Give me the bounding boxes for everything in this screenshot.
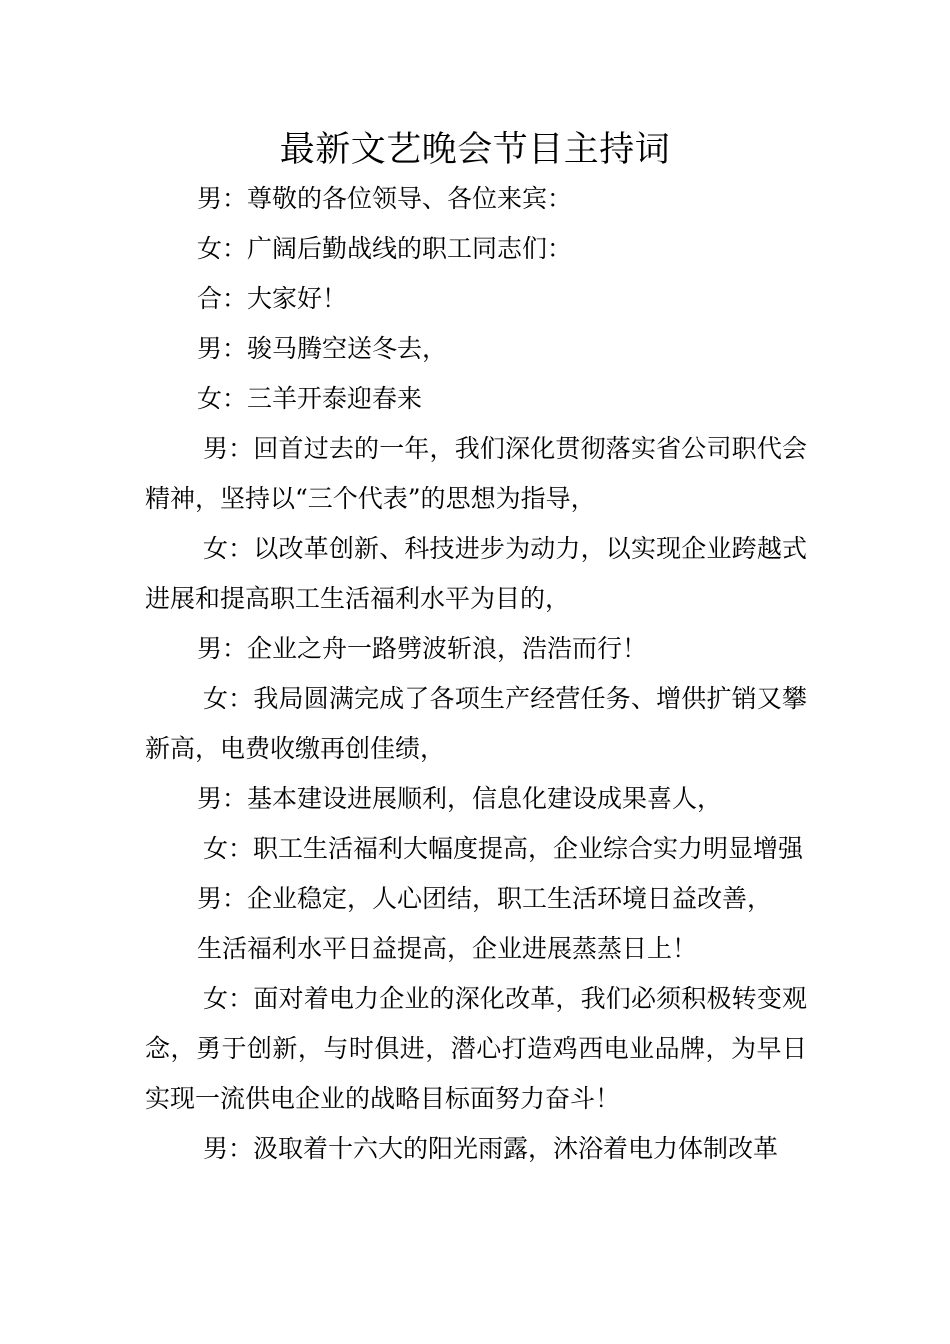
paragraph-8: 男：企业之舟一路劈波斩浪，浩浩而行！ (197, 634, 648, 663)
paragraph-12: 男：企业稳定，人心团结，职工生活环境日益改善， (197, 884, 773, 913)
paragraph-3: 合：大家好！ (197, 284, 348, 313)
paragraph-2: 女：广阔后勤战线的职工同志们： (197, 234, 573, 263)
paragraph-9: 女：我局圆满完成了各项生产经营任务、增供扩销又攀新高，电费收缴再创佳绩， (145, 684, 807, 763)
paragraph-13: 生活福利水平日益提高，企业进展蒸蒸日上！ (197, 934, 698, 963)
paragraph-15: 男：汲取着十六大的阳光雨露，沐浴着电力体制改革 (203, 1134, 779, 1163)
paragraph-1: 男：尊敬的各位领导、各位来宾： (197, 184, 573, 213)
paragraph-7: 女：以改革创新、科技进步为动力，以实现企业跨越式进展和提高职工生活福利水平为目的， (145, 534, 807, 613)
paragraph-5: 女：三羊开泰迎春来 (197, 384, 423, 413)
paragraph-10: 男：基本建设进展顺利，信息化建设成果喜人， (197, 784, 723, 813)
paragraph-11: 女：职工生活福利大幅度提高，企业综合实力明显增强 (203, 834, 804, 863)
document-title: 最新文艺晚会节目主持词 (279, 130, 671, 170)
paragraph-14: 女：面对着电力企业的深化改革，我们必须积极转变观念，勇于创新，与时俱进，潜心打造鸡西电业品牌，为早日实现一流供电企业的战略目标面努力奋斗！ (145, 984, 807, 1113)
paragraph-6: 男：回首过去的一年，我们深化贯彻落实省公司职代会精神，坚持以“三个代表”的思想为指导， (145, 434, 807, 513)
document-body (145, 174, 807, 1174)
paragraph-4: 男：骏马腾空送冬去， (197, 334, 448, 363)
